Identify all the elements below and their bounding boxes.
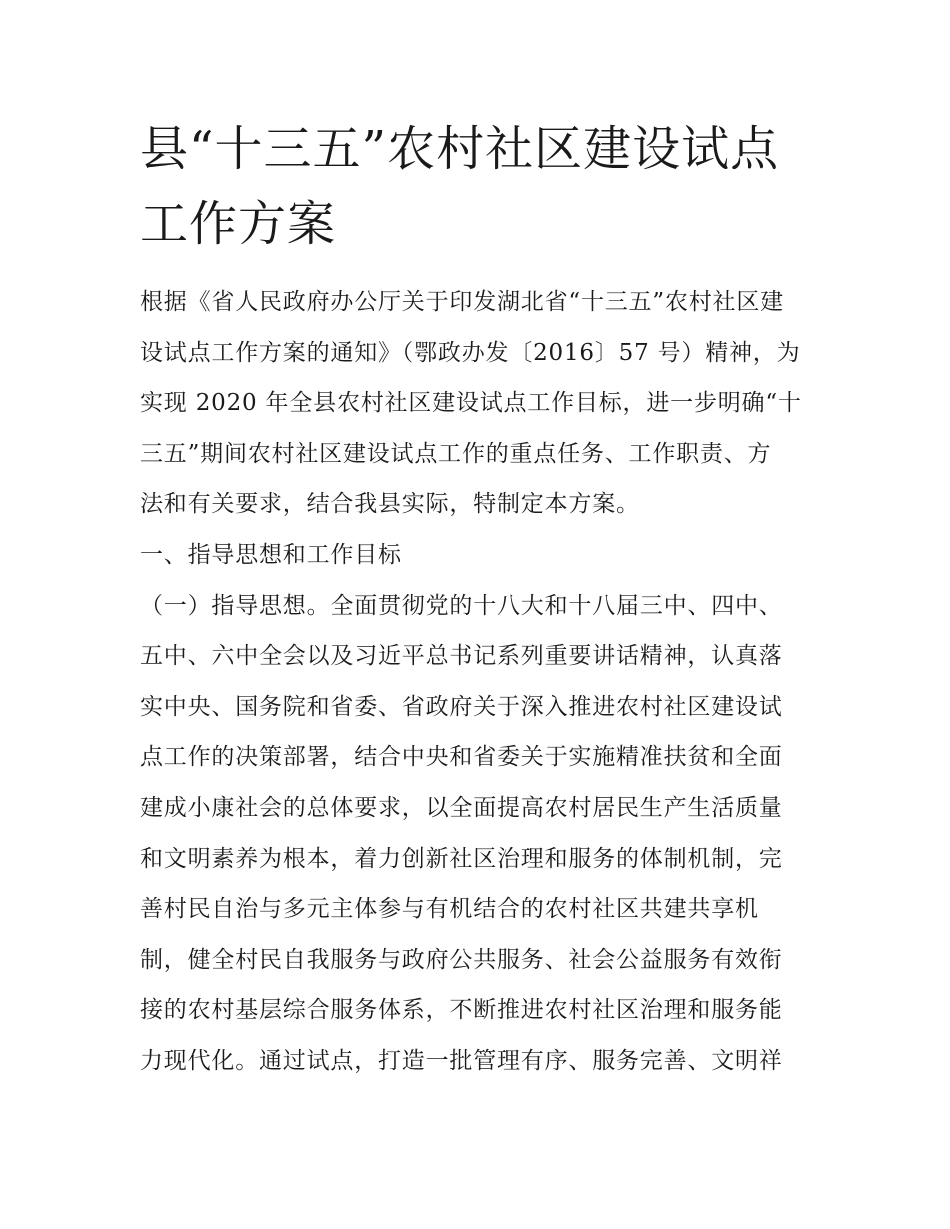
body-line: 和文明素养为根本，着力创新社区治理和服务的体制机制，完 [140,845,783,872]
body-line: 设试点工作方案的通知》（鄂政办发〔2016〕57 号）精神，为 [140,339,801,366]
body-line: 点工作的决策部署，结合中央和省委关于实施精准扶贫和全面 [140,744,783,771]
body-line: 接的农村基层综合服务体系，不断推进农村社区治理和服务能 [140,997,783,1024]
document-body [140,277,830,1087]
body-line: 建成小康社会的总体要求，以全面提高农村居民生产生活质量 [140,794,783,821]
title-line: 县“十三五”农村社区建设试点 [140,121,780,177]
body-line: 力现代化。通过试点，打造一批管理有序、服务完善、文明祥 [140,1047,783,1074]
body-line: 实现 2020 年全县农村社区建设试点工作目标，进一步明确“十 [140,390,802,417]
body-line: 善村民自治与多元主体参与有机结合的农村社区共建共享机 [140,896,759,923]
body-line: 制，健全村民自我服务与政府公共服务、社会公益服务有效衔 [140,946,783,973]
section-heading: 一、指导思想和工作目标 [140,541,402,568]
body-line: 实中央、国务院和省委、省政府关于深入推进农村社区建设试 [140,693,783,720]
title-line: 工作方案 [140,196,337,252]
body-line: 三五”期间农村社区建设试点工作的重点任务、工作职责、方 [140,440,772,467]
body-line: 根据《省人民政府办公厅关于印发湖北省“十三五”农村社区建 [140,289,784,315]
body-line: 法和有关要求，结合我县实际，特制定本方案。 [140,491,640,518]
document-title [140,112,820,262]
body-line: （一）指导思想。全面贯彻党的十八大和十八届三中、四中、 [140,592,783,619]
body-line: 五中、六中全会以及习近平总书记系列重要讲话精神，认真落 [140,643,783,670]
